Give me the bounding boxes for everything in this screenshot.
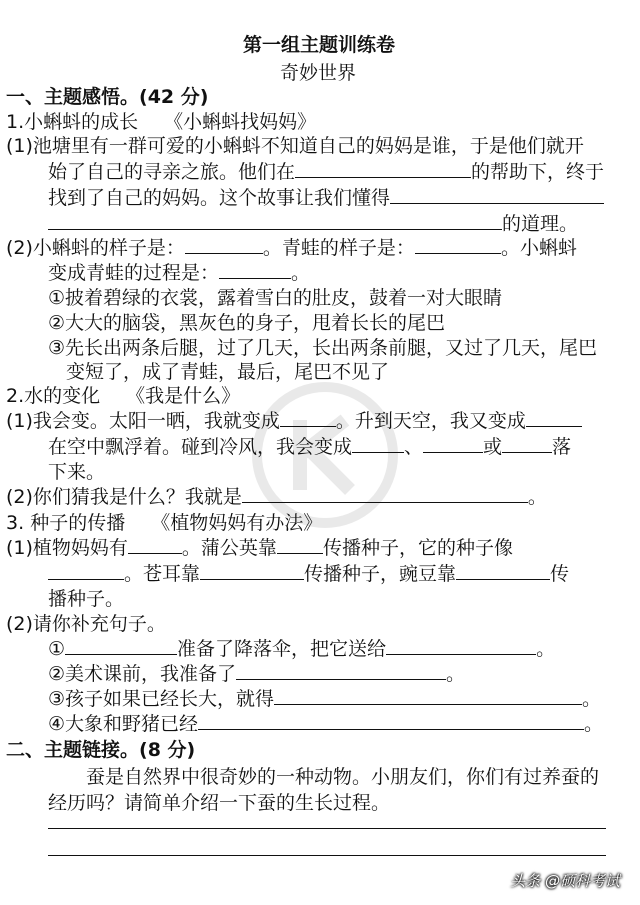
- p2-q1-text-a2: 。升到天空，我又变成: [335, 410, 526, 432]
- answer-blank[interactable]: [48, 561, 124, 580]
- p2-q1-line-a: [6, 408, 582, 434]
- p2-q1-line-c: 下来。: [48, 461, 106, 483]
- part-1-name: 小蝌蚪的成长: [24, 111, 139, 133]
- section-1-title: 一、主题感悟。: [6, 86, 140, 108]
- part-3-number: 3.: [6, 512, 25, 534]
- p1-q2-line-a: [6, 235, 577, 261]
- p1-q1-line-c: [48, 185, 604, 211]
- p2-q1-text-b2: 、: [404, 436, 424, 458]
- answer-blank[interactable]: [274, 686, 582, 705]
- p2-q1-text-a1: (1)我会变。太阳一晒，我就变成: [6, 410, 280, 432]
- page-subtitle: 奇妙世界: [280, 62, 357, 84]
- p3-q1-line-a: [6, 535, 513, 561]
- p2-q1-line-b: [48, 434, 571, 460]
- answer-blank[interactable]: [65, 636, 177, 655]
- section-1-heading: [6, 84, 208, 110]
- p1-q1-text-c: 找到了自己的妈妈。这个故事让我们懂得: [48, 187, 391, 209]
- p2-q1-text-b1: 在空中飘浮着。碰到冷风，我会变成: [48, 436, 353, 458]
- answer-blank[interactable]: [415, 235, 501, 254]
- answer-line[interactable]: [48, 828, 606, 829]
- answer-blank[interactable]: [277, 535, 323, 554]
- p3-q2-text-s2a: ②美术课前，我准备了: [48, 663, 237, 685]
- section-2-paragraph-line-1: 蚕是自然界中很奇妙的一种动物。小朋友们，你们有过养蚕的: [86, 766, 600, 788]
- answer-blank[interactable]: [456, 561, 550, 580]
- answer-blank[interactable]: [128, 535, 182, 554]
- p3-q1-text-a2: 。蒲公英靠: [181, 537, 277, 559]
- p3-q1-line-b: [48, 561, 569, 587]
- p3-q1-line-c: 播种子。: [48, 588, 125, 610]
- p3-q2-text-s1b: 准备了降落伞，把它送给: [177, 638, 387, 660]
- p1-q2-line-b: [48, 260, 310, 286]
- part-3-name: 种子的传播: [30, 512, 126, 534]
- answer-blank[interactable]: [198, 711, 584, 730]
- answer-blank[interactable]: [219, 260, 291, 279]
- p3-q1-text-b2: 传播种子，豌豆靠: [304, 563, 457, 585]
- answer-blank[interactable]: [352, 434, 404, 453]
- answer-blank[interactable]: [295, 159, 471, 178]
- part-2-heading: [6, 383, 240, 409]
- part-2-book: 《我是什么》: [126, 385, 241, 407]
- p1-q1-text-b1: 始了自己的寻亲之旅。他们在: [48, 161, 296, 183]
- p1-q2-option-1: ①披着碧绿的衣裳，露着雪白的肚皮，鼓着一对大眼睛: [48, 287, 503, 309]
- p3-q2-text-s3a: ③孩子如果已经长大，就得: [48, 688, 275, 710]
- section-2-title: 二、主题链接。: [6, 739, 140, 761]
- p1-q1-text-d: 的道理。: [502, 213, 579, 235]
- p3-q1-text-b3: 传: [550, 563, 570, 585]
- part-2-name: 水的变化: [24, 385, 101, 407]
- part-1-book: 《小蝌蚪找妈妈》: [164, 111, 317, 133]
- section-2-score: (8 分): [139, 739, 196, 761]
- footer-watermark: 头条 @硕科考试: [510, 872, 620, 890]
- part-3-heading: [6, 510, 322, 536]
- p2-q1-text-b4: 落: [552, 436, 572, 458]
- answer-line[interactable]: [48, 855, 606, 856]
- p1-q2-text-b1: 变成青蛙的过程是：: [48, 262, 220, 284]
- section-2-heading: [6, 737, 195, 763]
- p2-q1-text-b3: 或: [483, 436, 503, 458]
- p3-q2-sentence-1: [48, 636, 555, 662]
- p2-q2-text-a2: 。: [527, 486, 547, 508]
- p1-q1-line-d: [48, 211, 578, 237]
- p1-q1-text-b2: 的帮助下，终于: [471, 161, 605, 183]
- p1-q2-option-2: ②大大的脑袋，黑灰色的身子，甩着长长的尾巴: [48, 312, 446, 334]
- p1-q2-text-a3: 。小蝌蚪: [500, 237, 577, 259]
- p2-q2-line-a: [6, 484, 547, 510]
- answer-blank[interactable]: [526, 408, 582, 427]
- p1-q2-text-a2: 。青蛙的样子是：: [262, 237, 415, 259]
- p3-q1-text-a1: (1)植物妈妈有: [6, 537, 128, 559]
- p1-q2-option-3a: ③先长出两条后腿，过了几天，长出两条前腿，又过了几天，尾巴: [48, 337, 598, 359]
- answer-blank[interactable]: [423, 434, 483, 453]
- p3-q2-text-s2b: 。: [446, 663, 466, 685]
- p3-q2-sentence-2: [48, 661, 465, 687]
- p1-q2-text-b2: 。: [291, 262, 311, 284]
- p1-q2-option-3b: 变短了，成了青蛙，最后，尾巴不见了: [66, 361, 390, 383]
- part-2-number: 2.: [6, 385, 25, 407]
- p3-q2-text-s1c: 。: [536, 638, 556, 660]
- p1-q2-text-a1: (2)小蝌蚪的样子是：: [6, 237, 185, 259]
- part-3-book: 《植物妈妈有办法》: [151, 512, 323, 534]
- answer-blank[interactable]: [502, 434, 552, 453]
- p3-q1-text-b1: 。苍耳靠: [124, 563, 201, 585]
- part-1-heading: [6, 109, 316, 135]
- p3-q2-sentence-4: [48, 711, 603, 737]
- p3-q2-text-s4a: ④大象和野猪已经: [48, 713, 199, 735]
- answer-blank[interactable]: [185, 235, 263, 254]
- p2-q2-text-a1: (2)你们猜我是什么？我就是: [6, 486, 242, 508]
- answer-blank[interactable]: [386, 636, 536, 655]
- p3-q2-line-a: (2)请你补充句子。: [6, 613, 166, 635]
- answer-blank[interactable]: [48, 211, 502, 230]
- answer-blank[interactable]: [236, 661, 446, 680]
- p3-q2-text-s4b: 。: [584, 713, 604, 735]
- p1-q1-line-a: (1)池塘里有一群可爱的小蝌蚪不知道自己的妈妈是谁，于是他们就开: [6, 135, 584, 157]
- page-title: 第一组主题训练卷: [243, 34, 396, 56]
- answer-blank[interactable]: [200, 561, 304, 580]
- p1-q1-line-b: [48, 159, 604, 185]
- answer-blank[interactable]: [390, 185, 604, 204]
- answer-blank[interactable]: [242, 484, 528, 503]
- p3-q2-text-s1a: ①: [48, 638, 66, 660]
- p3-q2-text-s3b: 。: [582, 688, 602, 710]
- section-2-paragraph-line-2: 经历吗？请简单介绍一下蚕的生长过程。: [48, 792, 391, 814]
- part-1-number: 1.: [6, 111, 25, 133]
- section-1-score: (42 分): [139, 86, 209, 108]
- p3-q1-text-a3: 传播种子，它的种子像: [322, 537, 513, 559]
- answer-blank[interactable]: [280, 408, 336, 427]
- p3-q2-sentence-3: [48, 686, 601, 712]
